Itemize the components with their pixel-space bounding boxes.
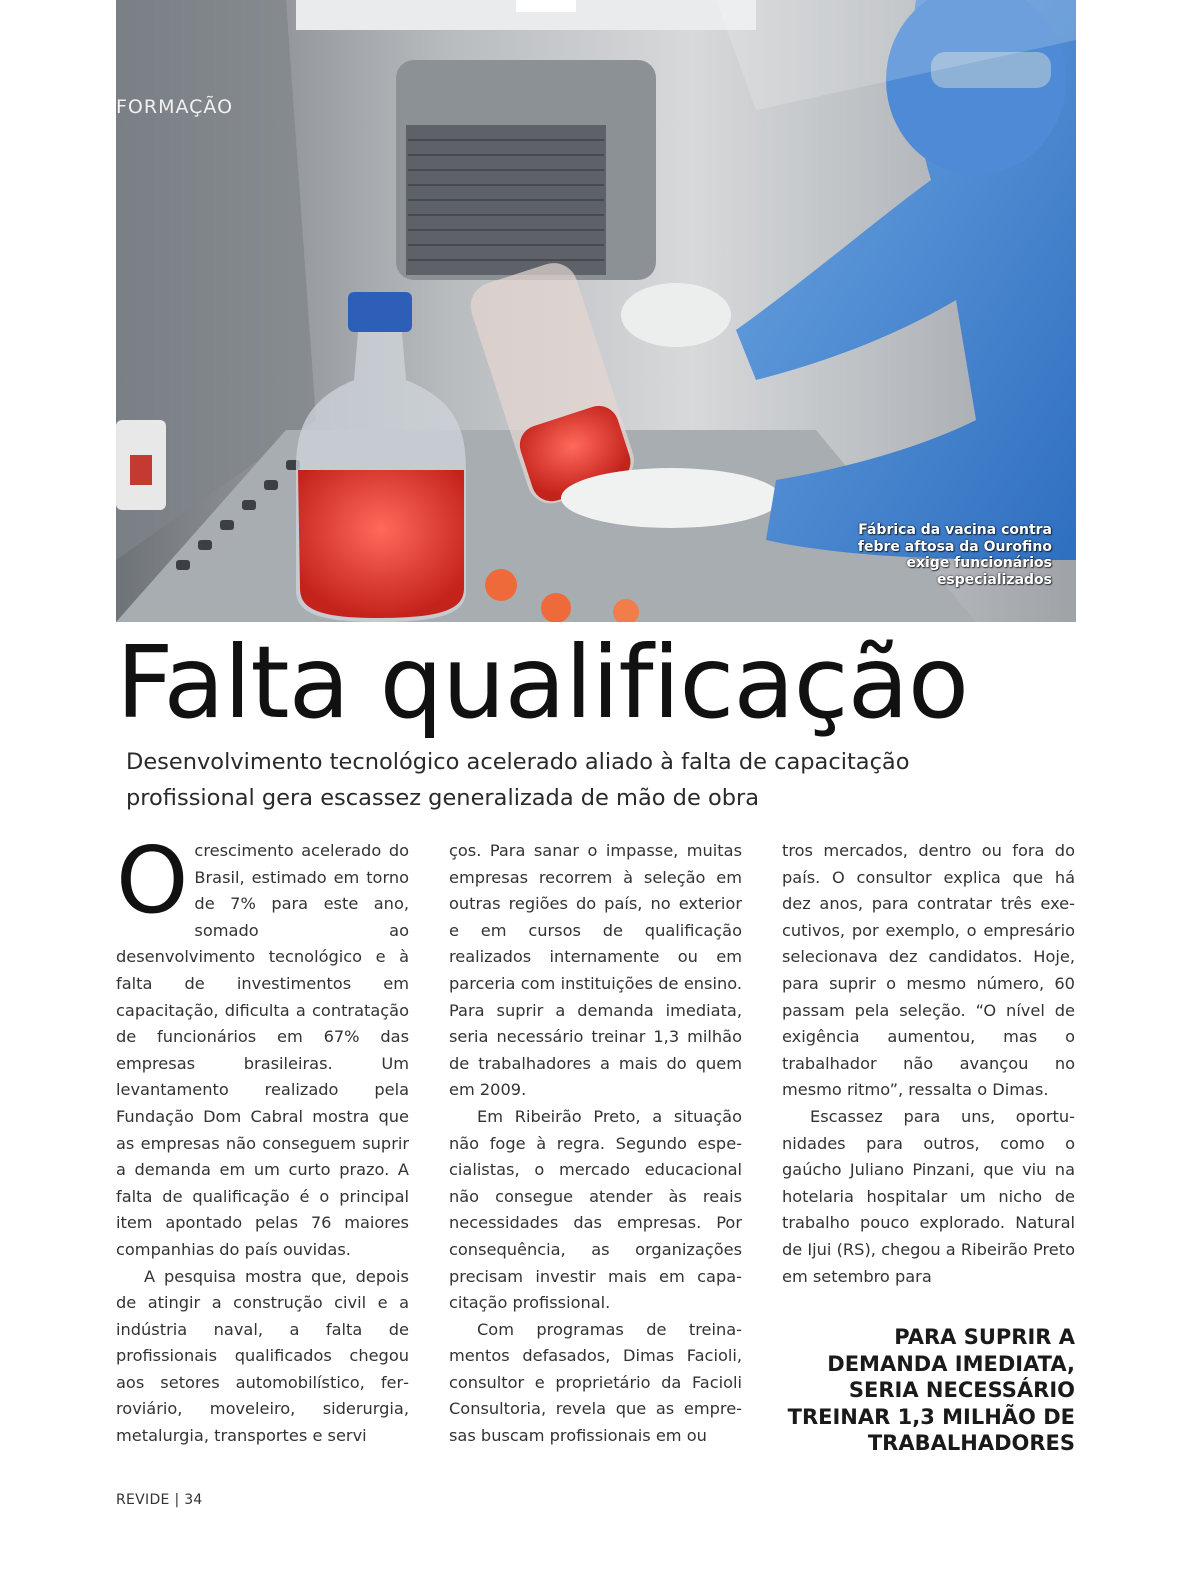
- paragraph: [116, 827, 409, 1264]
- paragraph: Em Ribeirão Preto, a situação não foge à regra. Segundo especialistas, o mercado educacional não consegue atender às reais necessidades das empresas. Por consequência, as organizações precisam investir mais em capacitação profissional.: [449, 1106, 742, 1313]
- paragraph: Escassez para uns, oportunidades para outros, como o gaúcho Juliano Pinzani, que viu na hotelaria hospitalar um nicho de trabalho pouco explorado. Natural de Ijui (RS), chegou a Ribeirão Preto em setembro para: [782, 1106, 1075, 1286]
- paragraph: Com programas de treinamentos defasados, Dimas Facioli, consultor e proprietário da Facioli Consultoria, revela que as empresas buscam profissionais em ou: [449, 1319, 742, 1446]
- deck-subtitle: Desenvolvimento tecnológico acelerado aliado à falta de capacitação profissional gera escassez generalizada de mão de obra: [126, 749, 910, 811]
- paragraph: tros mercados, dentro ou fora do país. O consultor explica que há dez anos, para contratar três executivos, por exemplo, o empresário selecionava dez candidatos. Hoje, para suprir o mesmo número, 60 passam pela seleção. “O nível de exigência aumentou, mas o trabalhador não avançou no mesmo ritmo”, ressalta o Dimas.: [782, 841, 1075, 1100]
- article-column-1: [116, 827, 409, 1450]
- photo-caption: Fábrica da vacina contra febre aftosa da Ourofino exige funcionários especializados: [857, 522, 1052, 588]
- paragraph: A pesquisa mostra que, depois de atingir a construção civil e a indústria naval, a falta de profissionais qualificados chegou aos setores automobilístico, ferroviário, moveleiro, siderurgia, metalurgia, transportes e servi: [116, 1266, 409, 1446]
- section-tag: FORMAÇÃO: [116, 96, 234, 118]
- page-footer: REVIDE | 34: [116, 1492, 203, 1508]
- article-column-2: [449, 838, 742, 1450]
- paragraph-text: crescimento acelerado do Brasil, estimado em torno de 7% para este ano, somado ao desenvolvimento tecnológico e à falta de investimentos em capacitação, dificulta a contratação de funcionários em 67% das empresas brasileiras. Um levantamento realizado pela Fundação Dom Cabral mostra que as empresas não conseguem suprir a demanda em um curto prazo. A falta de qualificação é o principal item apontado pelas 76 maiores companhias do país ouvidas.: [116, 841, 409, 1259]
- article-column-3: [782, 838, 1075, 1290]
- headline: Falta qualificação: [116, 624, 969, 741]
- pull-quote: PARA SUPRIR A DEMANDA IMEDIATA, SERIA NECESSÁRIO TREINAR 1,3 MILHÃO DE TRABALHADORES: [787, 1325, 1075, 1455]
- dropcap: O: [116, 827, 189, 934]
- paragraph: ços. Para sanar o impasse, muitas empresas recorrem à seleção em outras regiões do país, no exterior e em cursos de qualificação realizados internamente ou em parceria com instituições de ensino. Para suprir a demanda imediata, seria necessário treinar 1,3 milhão de trabalhadores a mais do quem em 2009.: [449, 841, 742, 1100]
- lab-photo: [116, 0, 1076, 622]
